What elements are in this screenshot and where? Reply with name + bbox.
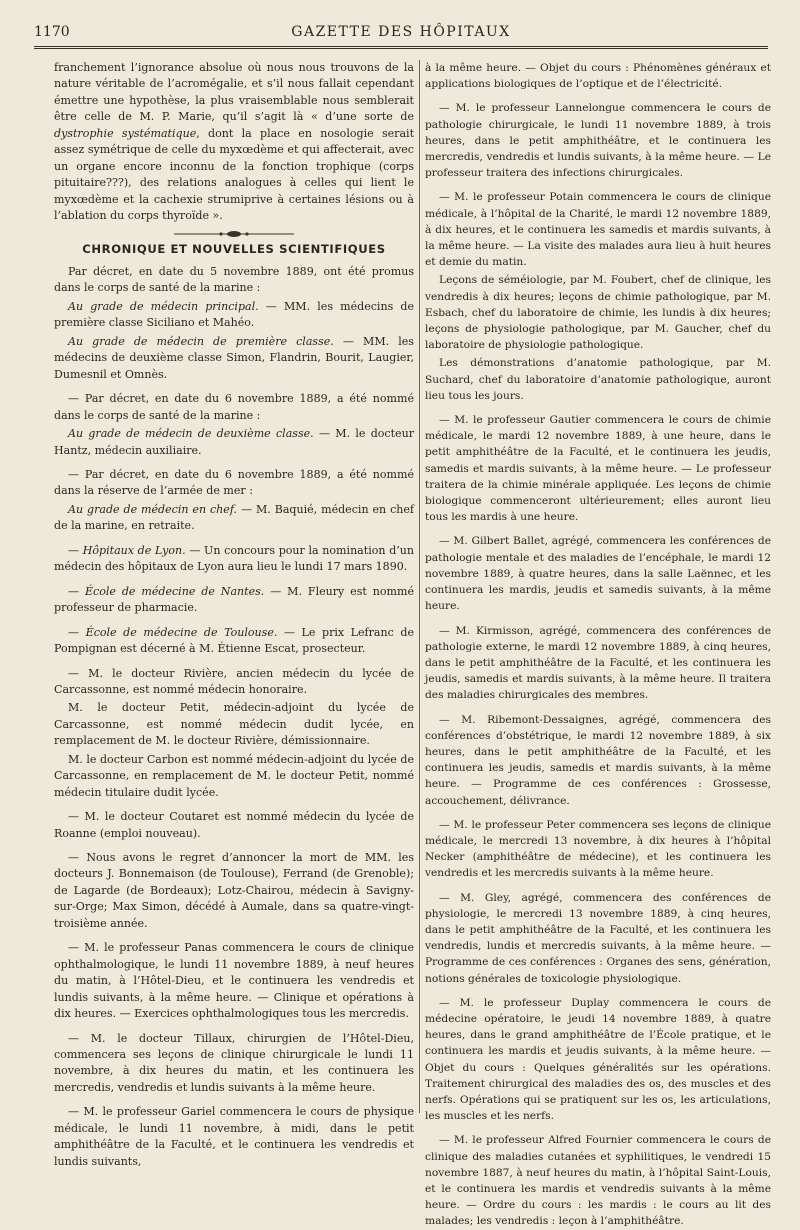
right-column	[425, 60, 771, 1228]
paragraph: — M. le professeur Gariel commencera le cours de physique médicale, le lundi 11 novembre, à midi, dans le petit amphithéâtre de la Faculté, et le continuera les vendredis et lundis suivants,	[54, 1105, 414, 1168]
paragraph: — M. le professeur Peter commencera ses leçons de clinique médicale, le mercredi 13 novembre, à dix heures à l’hôpital Necker (amphithéâtre de médecine), et les continuera les vendredis et les mercredis suivants à la même heure.	[425, 817, 771, 880]
ornament-divider-icon	[174, 229, 294, 239]
paragraph: — M. le docteur Coutaret est nommé médecin du lycée de Roanne (emploi nouveau).	[54, 810, 414, 840]
paragraph: M. le docteur Petit, médecin-adjoint du lycée de Carcassonne, est nommé médecin dudit lycée, en remplacement de M. le docteur Rivière, démissionnaire.	[54, 701, 414, 748]
paragraph: Au grade de médecin en chef. — M. Baquié, médecin en chef de la marine, en retraite.	[54, 502, 414, 533]
paragraph: — M. le docteur Tillaux, chirurgien de l’Hôtel-Dieu, commencera ses leçons de clinique chirurgicale le lundi 11 novembre, à dix heures du matin, et les continuera les mercredis, vendredis et lundis suivants à la même heure.	[54, 1031, 414, 1094]
paragraph: — Nous avons le regret d’annoncer la mort de MM. les docteurs J. Bonnemaison (de Toulouse), Ferrand (de Grenoble); de Lagarde (de Bordeaux); Lotz-Chairou, médecin à Savigny-sur-Orge; Max Simon, décédé à Aumale, dans sa quatre-vingt-troisième année.	[54, 851, 414, 930]
paragraph: Par décret, en date du 5 novembre 1889, ont été promus dans le corps de santé de la marine :	[54, 264, 414, 295]
paragraph: — École de médecine de Nantes. — M. Fleury est nommé professeur de pharmacie.	[54, 584, 414, 615]
paragraph: Au grade de médecin de deuxième classe. — M. le docteur Hantz, médecin auxiliaire.	[54, 427, 414, 457]
paragraph: — Hôpitaux de Lyon. — Un concours pour la nomination d’un médecin des hôpitaux de Lyon aura lieu le lundi 17 mars 1890.	[54, 543, 415, 574]
paragraph: à la même heure. — Objet du cours : Phénomènes généraux et applications biologiques de l’optique et de l’électricité.	[425, 61, 771, 91]
paragraph: — M. le professeur Alfred Fournier commencera le cours de clinique des maladies cutanées et syphilitiques, le vendredi 15 novembre 1887, à neuf heures du matin, à l’hôpital Saint-Louis, et le continuera les mardis et vendredis suivants à la même heure. — Ordre du cours : les mardis : le cours au lit des malades; les vendredis : leçon à l’amphithéâtre.	[425, 1133, 771, 1228]
paragraph: — M. le docteur Rivière, ancien médecin du lycée de Carcassonne, est nommé médecin honoraire.	[54, 666, 414, 696]
intro-paragraph: franchement l’ignorance absolue où nous nous trouvons de la nature véritable de l’acromégalie, et s’il nous fallait cependant émettre une hypothèse, la plus vraisemblable nous semblerait être celle de M. P. Marie, qu’il s’agit là « d’une sorte de dystrophie systématique, dont la place en nosologie serait assez symétrique de celle du myxœdème et qui affecterait, avec un organe encore inconnu de la fonction trophique (corps pituitaire???), des relations analogues à celles qui lient le myxœdème et la cachexie strumiprive à certaines lésions ou à l’ablation du corps thyroïde ».	[54, 61, 415, 223]
journal-title: GAZETTE DES HÔPITAUX	[291, 24, 511, 40]
paragraph: — Par décret, en date du 6 novembre 1889, a été nommé dans le corps de santé de la marine :	[54, 392, 414, 422]
paragraph: — M. le professeur Potain commencera le cours de clinique médicale, à l’hôpital de la Charité, le mardi 12 novembre 1889, à dix heures, et le continuera les samedis et mardis suivants, à la même heure. — La visite des malades aura lieu à huit heures et demie du matin.	[425, 190, 771, 269]
paragraph: — M. Ribemont-Dessaignes, agrégé, commencera des conférences d’obstétrique, le mardi 12 novembre 1889, à six heures, dans le petit amphithéâtre de la Faculté, et les continuera les jeudis, samedis et mardis suivants, à la même heure. — Programme de ces conférences : Grossesse, accouchement, délivrance.	[425, 712, 771, 807]
paragraph: Au grade de médecin de première classe. — MM. les médecins de deuxième classe Simon, Flandrin, Bourit, Laugier, Dumesnil et Omnès.	[54, 334, 414, 381]
paragraph: — M. le professeur Lannelongue commencera le cours de pathologie chirurgicale, le lundi 11 novembre 1889, à trois heures, dans le petit amphithéâtre, et le continuera les mercredis, vendredis et lundis suivants, à la même heure. — Le professeur traitera des infections chirurgicales.	[425, 101, 771, 180]
paragraph: — M. le professeur Panas commencera le cours de clinique ophthalmologique, le lundi 11 novembre 1889, à neuf heures du matin, à l’Hôtel-Dieu, et le continuera les vendredis et lundis suivants, à la même heure. — Clinique et opérations à dix heures. — Exercices ophthalmologiques tous les mercredis.	[54, 941, 414, 1021]
paragraph: — M. Gilbert Ballet, agrégé, commencera les conférences de pathologie mentale et des maladies de l’encéphale, le mardi 12 novembre 1889, à quatre heures, dans la salle Laënnec, et les continuera les mardis, jeudis et samedis suivants, à la même heure.	[425, 534, 771, 613]
paragraph: — École de médecine de Toulouse. — Le prix Lefranc de Pompignan est décerné à M. Étienne Escat, prosecteur.	[54, 625, 414, 656]
paragraph: Au grade de médecin principal. — MM. les médecins de première classe Siciliano et Mahéo.	[54, 299, 414, 330]
page-header	[34, 20, 768, 49]
paragraph: — Par décret, en date du 6 novembre 1889, a été nommé dans la réserve de l’armée de mer :	[54, 467, 414, 498]
column-divider	[419, 60, 420, 1113]
paragraph: Les démonstrations d’anatomie pathologique, par M. Suchard, chef du laboratoire d’anatomie pathologique, auront lieu tous les jours.	[425, 356, 771, 402]
paragraph: — M. Kirmisson, agrégé, commencera des conférences de pathologie externe, le mardi 12 novembre 1889, à cinq heures, dans le petit amphithéâtre de la Faculté, et les continuera les jeudis, samedis et mardis suivants, à la même heure. Il traitera des maladies chirurgicales des membres.	[425, 623, 771, 702]
paragraph: — M. le professeur Gautier commencera le cours de chimie médicale, le mardi 12 novembre 1889, à une heure, dans le petit amphithéâtre de la Faculté, et le continuera les jeudis, samedis et mardis suivants, à la même heure. — Le professeur traitera de la chimie minérale appliquée. Les leçons de chimie biologique commenceront ultérieurement; elles auront lieu tous les mardis à une heure.	[425, 413, 771, 524]
paragraph: — M. Gley, agrégé, commencera des conférences de physiologie, le mercredi 13 novembre 1889, à cinq heures, dans le petit amphithéâtre de la Faculté, et les continuera les vendredis, lundis et mercredis suivants, à la même heure. — Programme de ces conférences : Organes des sens, génération, notions générales de toxicologie physiologique.	[425, 890, 771, 985]
paragraph: M. le docteur Carbon est nommé médecin-adjoint du lycée de Carcassonne, en remplacement de M. le docteur Petit, nommé médecin titulaire dudit lycée.	[54, 752, 414, 799]
paragraph: Leçons de séméiologie, par M. Foubert, chef de clinique, les vendredis à dix heures; leçons de chimie pathologique, par M. Esbach, chef du laboratoire de chimie, les lundis à dix heures; leçons de physiologie pathologique, par M. Gaucher, chef du laboratoire de physiologie pathologique.	[425, 273, 771, 352]
section-title: CHRONIQUE ET NOUVELLES SCIENTIFIQUES	[82, 241, 386, 256]
page-number: 1170	[34, 24, 70, 40]
paragraph: — M. le professeur Duplay commencera le cours de médecine opératoire, le jeudi 14 novembre 1889, à quatre heures, dans le grand amphithéâtre de l’École pratique, et le continuera les mardis et jeudis suivants, à la même heure. — Objet du cours : Quelques généralités sur les opérations. Traitement chirurgical des maladies des os, des muscles et des nerfs. Opérations qui se pratiquent sur les os, les articulations, les muscles et les nerfs.	[425, 995, 771, 1123]
left-column	[54, 60, 415, 1168]
